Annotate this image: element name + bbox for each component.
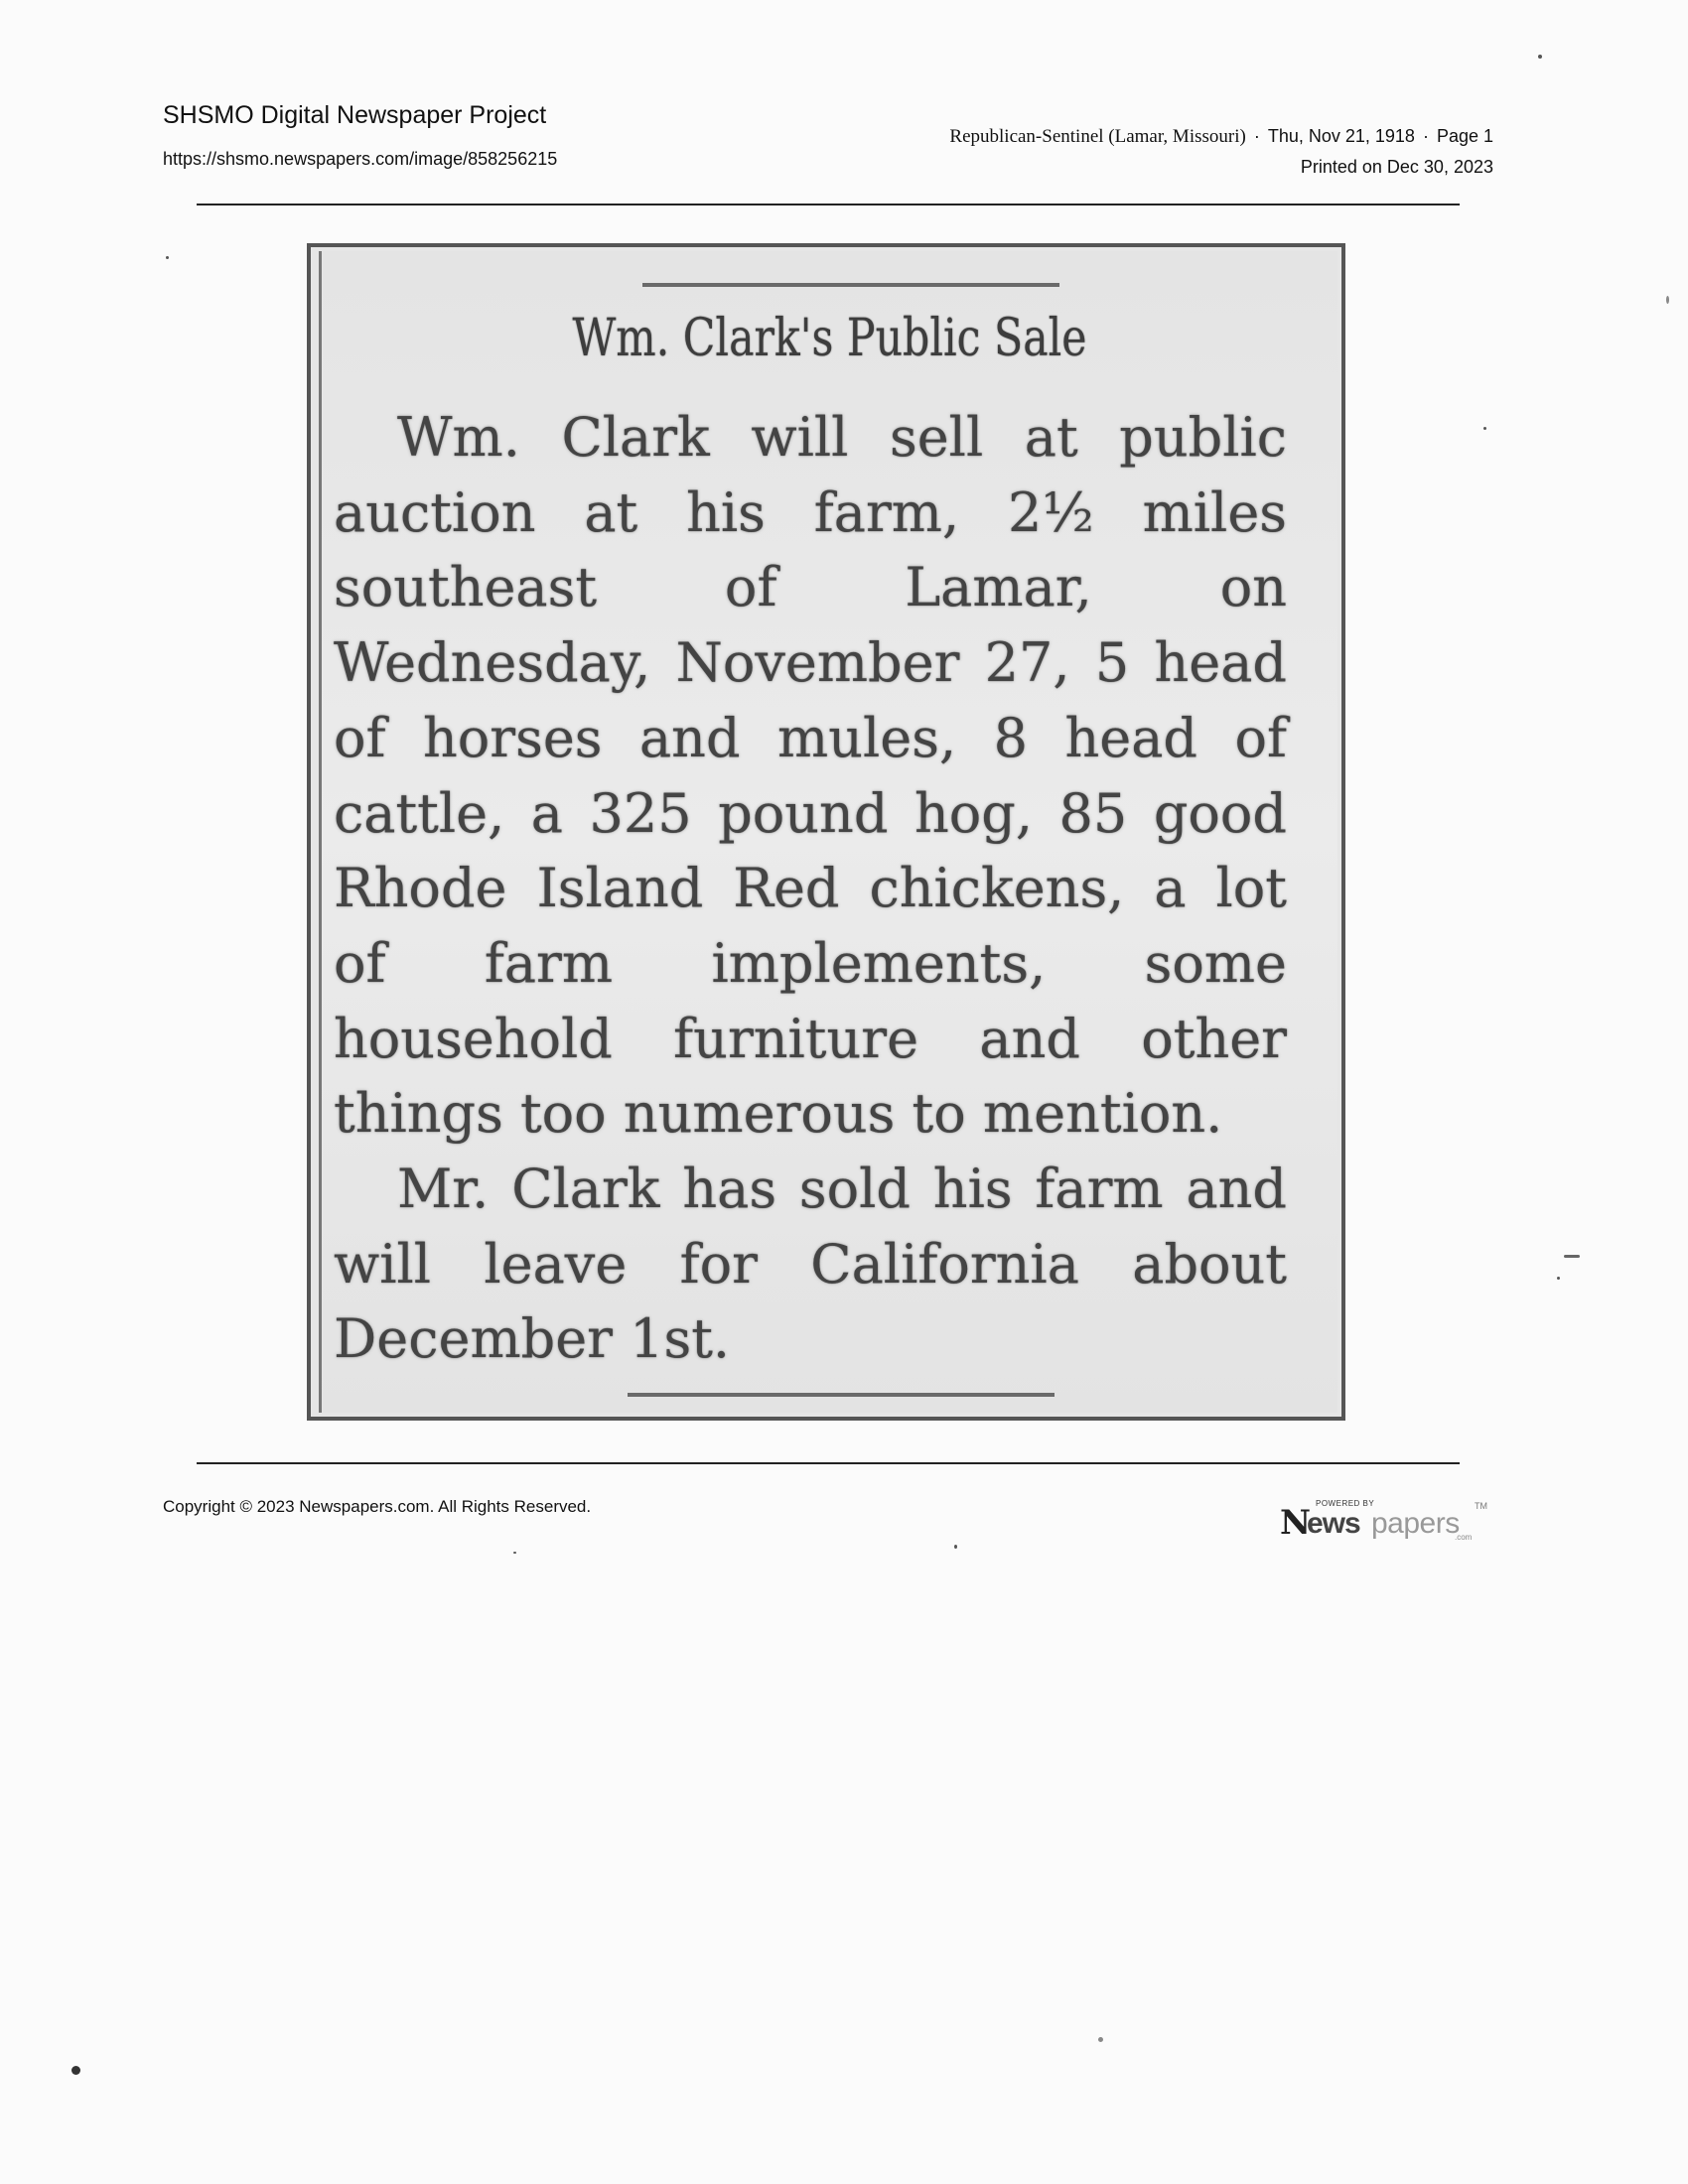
clipping-body — [334, 400, 1287, 1377]
logo-n-glyph: N — [1280, 1503, 1312, 1543]
separator-dot: · — [1253, 126, 1260, 146]
copyright-notice: Copyright © 2023 Newspapers.com. All Rights Reserved. — [163, 1497, 592, 1516]
clipping-headline: Wm. Clark's Public Sale — [572, 309, 1087, 368]
bottom-ornament-rule — [628, 1393, 1055, 1397]
scan-speck — [1557, 1277, 1560, 1280]
logo-trademark: TM — [1475, 1501, 1487, 1511]
clipping-column — [319, 251, 1337, 1413]
scan-speck — [1666, 296, 1669, 304]
scan-speck — [1483, 427, 1486, 430]
clipping-paragraph-1: Wm. Clark will sell at public auction at his farm, 2½ miles southeast of Lamar, on Wednesday, November 27, 5 head of horses and mules, 8 head of cattle, a 325 pound hog, 85 good Rhode Island Red chickens, a lot of farm implements, some household furniture and other things too numerous to mention. — [334, 406, 1287, 1146]
newspapers-logo — [1280, 1497, 1488, 1543]
scan-speck — [954, 1545, 957, 1549]
footer-divider — [197, 1462, 1460, 1464]
page-label: Page 1 — [1436, 126, 1493, 146]
powered-by-label: POWERED BY — [1316, 1499, 1375, 1508]
project-title: SHSMO Digital Newspaper Project — [163, 101, 547, 129]
separator-dot: · — [1422, 126, 1429, 146]
image-url: https://shsmo.newspapers.com/image/858256215 — [163, 149, 558, 169]
scan-speck — [513, 1552, 516, 1554]
logo-ews-text: ews — [1307, 1507, 1360, 1540]
citation-block — [949, 121, 1493, 183]
top-ornament-rule — [642, 283, 1059, 287]
clipping-paragraph-2: Mr. Clark has sold his farm and will leave for California about December 1st. — [334, 1158, 1287, 1371]
scan-speck — [1098, 2037, 1103, 2042]
logo-papers-text: papers — [1371, 1507, 1460, 1540]
issue-date: Thu, Nov 21, 1918 — [1267, 126, 1415, 146]
scan-speck — [1538, 55, 1542, 59]
logo-com-suffix: .com — [1455, 1533, 1473, 1542]
citation-line — [949, 121, 1493, 152]
newspaper-clipping — [307, 243, 1345, 1421]
scan-speck — [166, 256, 169, 259]
header-divider — [197, 204, 1460, 205]
scan-speck — [71, 2066, 80, 2075]
paper-name: Republican-Sentinel (Lamar, Missouri) — [949, 126, 1246, 147]
printed-date: Printed on Dec 30, 2023 — [1300, 157, 1493, 177]
scan-speck — [1564, 1255, 1580, 1258]
